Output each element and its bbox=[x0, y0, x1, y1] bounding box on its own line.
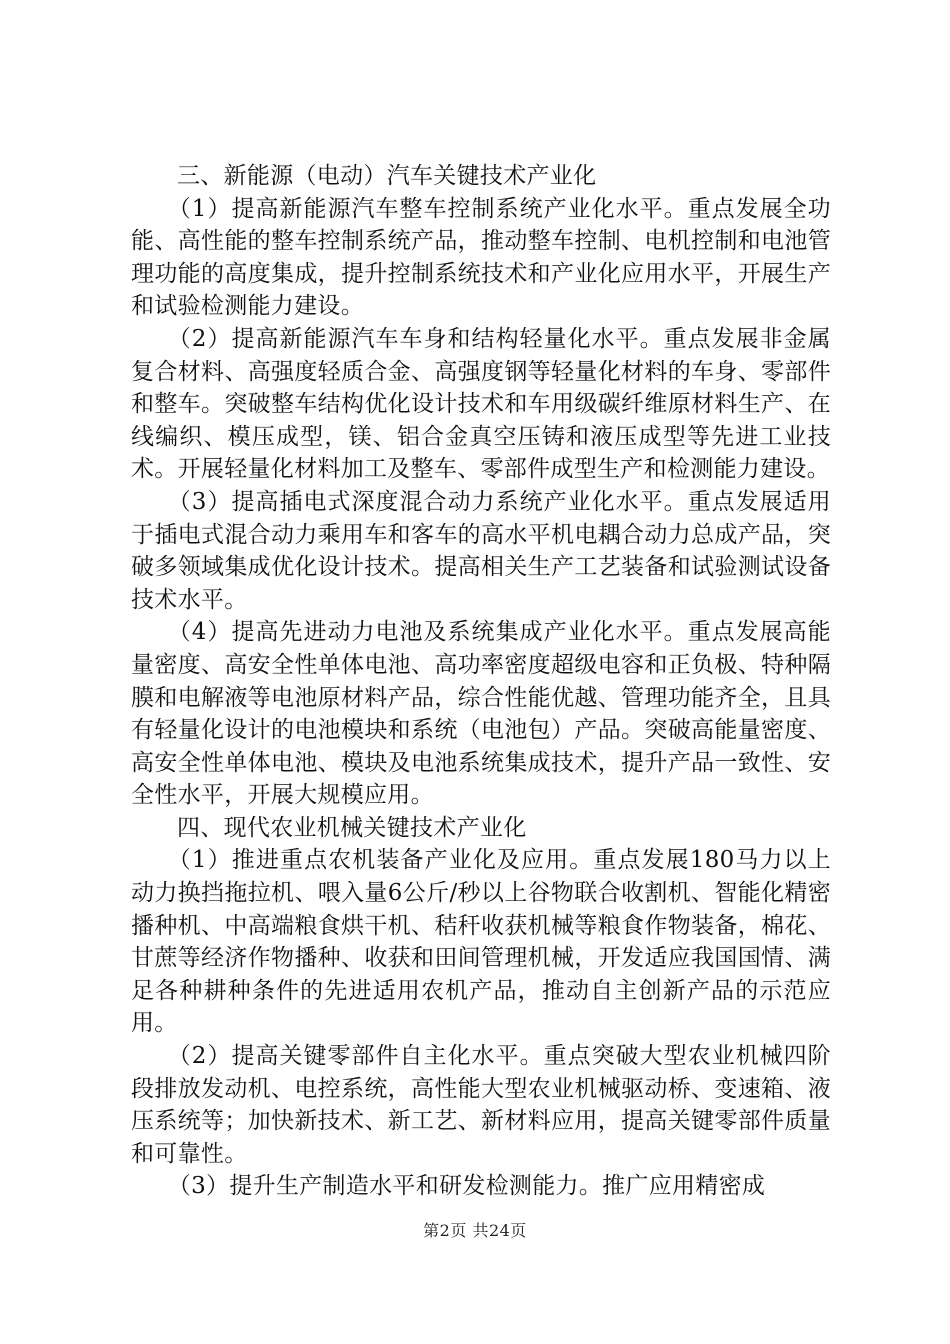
paragraph-4-2: （2）提高关键零部件自主化水平。重点突破大型农业机械四阶段排放发动机、电控系统，高性能大型农业机械驱动桥、变速箱、液压系统等；加快新技术、新工艺、新材料应用，提高关键零部件质量和可靠性。 bbox=[131, 1043, 831, 1167]
paragraph-4-1: （1）推进重点农机装备产业化及应用。重点发展180马力以上动力换挡拖拉机、喂入量6公斤/秒以上谷物联合收割机、智能化精密播种机、中高端粮食烘干机、秸秆收获机械等粮食作物装备，棉花、甘蔗等经济作物播种、收获和田间管理机械，开发适应我国国情、满足各种耕种条件的先进适用农机产品，推动自主创新产品的示范应用。 bbox=[131, 847, 831, 1037]
paragraph-4-3: （3）提升生产制造水平和研发检测能力。推广应用精密成 bbox=[167, 1173, 766, 1200]
paragraph-3-1: （1）提高新能源汽车整车控制系统产业化水平。重点发展全功能、高性能的整车控制系统产品，推动整车控制、电机控制和电池管理功能的高度集成，提升控制系统技术和产业化应用水平，开展生产和试验检测能力建设。 bbox=[131, 195, 831, 320]
paragraph-3-2: （2）提高新能源汽车车身和结构轻量化水平。重点发展非金属复合材料、高强度轻质合金、高强度钢等轻量化材料的车身、零部件和整车。突破整车结构优化设计技术和车用级碳纤维原材料生产、在线编织、模压成型，镁、铝合金真空压铸和液压成型等先进工业技术。开展轻量化材料加工及整车、零部件成型生产和检测能力建设。 bbox=[131, 325, 831, 483]
paragraph-3-4: （4）提高先进动力电池及系统集成产业化水平。重点发展高能量密度、高安全性单体电池、高功率密度超级电容和正负极、特种隔膜和电解液等电池原材料产品，综合性能优越、管理功能齐全，且具有轻量化设计的电池模块和系统（电池包）产品。突破高能量密度、高安全性单体电池、模块及电池系统集成技术，提升产品一致性、安全性水平，开展大规模应用。 bbox=[131, 619, 831, 809]
section-heading-3: 三、新能源（电动）汽车关键技术产业化 bbox=[177, 163, 597, 189]
section-heading-4: 四、现代农业机械关键技术产业化 bbox=[177, 814, 527, 841]
paragraph-3-3: （3）提高插电式深度混合动力系统产业化水平。重点发展适用于插电式混合动力乘用车和客车的高水平机电耦合动力总成产品，突破多领域集成优化设计技术。提高相关生产工艺装备和试验测试设备技术水平。 bbox=[131, 488, 831, 613]
body-text bbox=[131, 160, 831, 1203]
page-number-footer: 第2页 共24页 bbox=[423, 1221, 527, 1240]
